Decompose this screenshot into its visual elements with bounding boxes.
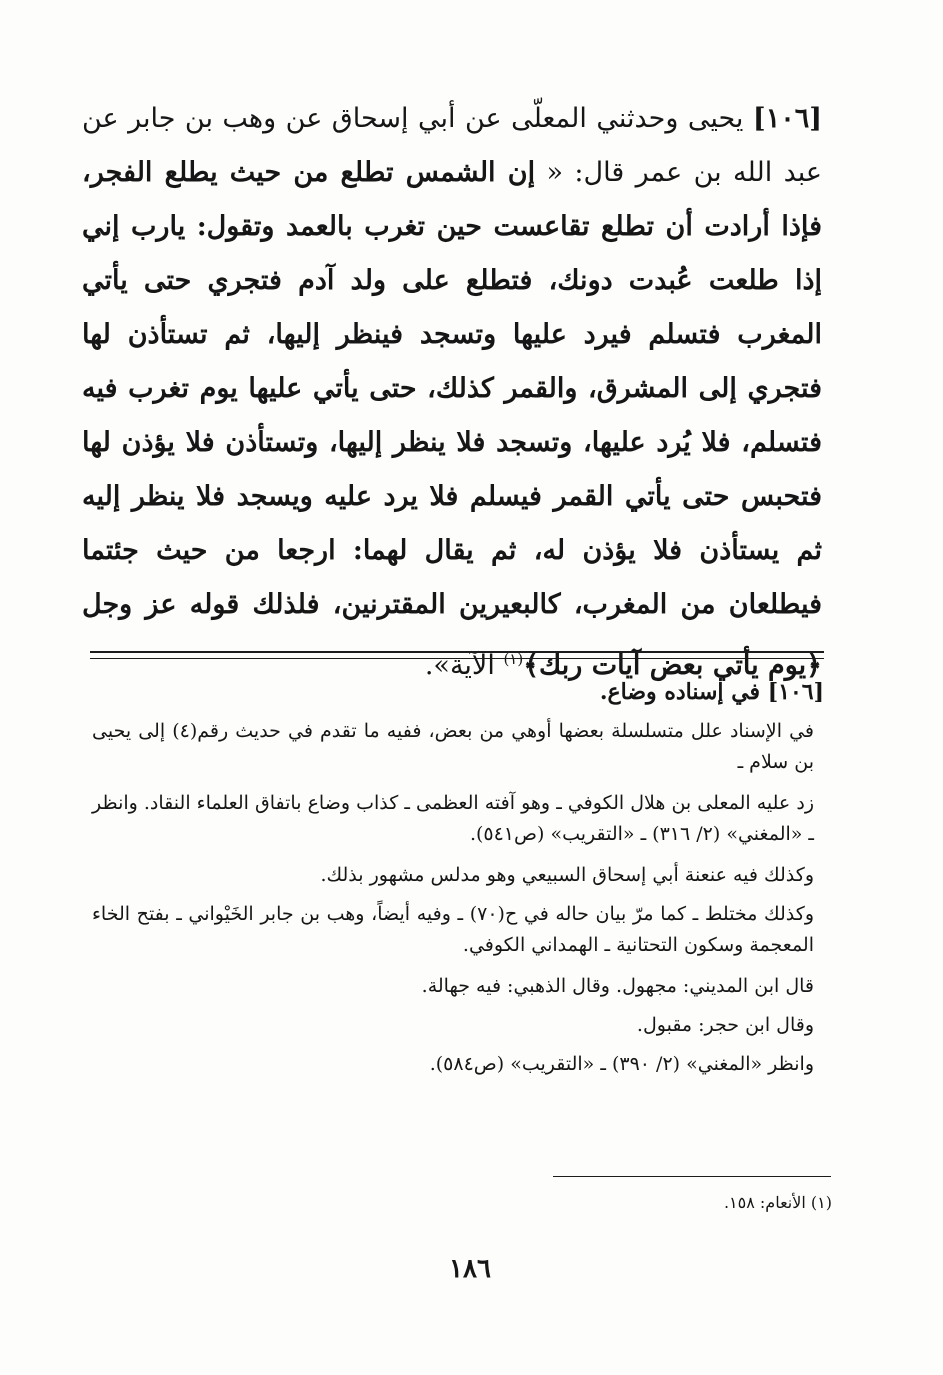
commentary-paragraph: زد عليه المعلى بن هلال الكوفي ـ وهو آفته العظمى ـ كذاب وضاع باتفاق العلماء النقاد. وانظر ـ «المغني» (٢/ ٣١٦) ـ «التقريب» (ص٥٤١).	[92, 792, 814, 845]
footnote-divider	[553, 1176, 831, 1177]
commentary-paragraph: في الإسناد علل متسلسلة بعضها أوهي من بعض، ففيه ما تقدم في حديث رقم(٤) إلى يحيى بن سلام ـ	[92, 720, 814, 773]
verse-closing: الآية».	[424, 650, 495, 681]
commentary-heading: [١٠٦] في إسناده وضاع.	[599, 679, 824, 705]
hadith-chain: يحيى وحدثني المعلّى عن أبي إسحاق عن وهب بن جابر عن عبد الله بن عمر قال:	[82, 103, 823, 188]
open-quote: «	[546, 157, 563, 188]
footnote-reference: (١)	[503, 650, 524, 668]
commentary-paragraph: وانظر «المغني» (٢/ ٣٩٠) ـ «التقريب» (ص٥٨٤).	[429, 1053, 814, 1075]
page-number: ١٨٦	[449, 1254, 491, 1284]
hadith-text	[82, 92, 822, 693]
commentary-section	[92, 674, 824, 1088]
hadith-number: [١٠٦]	[752, 103, 822, 134]
commentary-paragraph: وكذلك فيه عنعنة أبي إسحاق السبيعي وهو مدلس مشهور بذلك.	[320, 864, 814, 886]
commentary-paragraph: قال ابن المديني: مجهول. وقال الذهبي: فيه جهالة.	[421, 975, 814, 997]
footnote: (١) الأنعام: ١٥٨.	[723, 1193, 832, 1212]
hadith-matn: إن الشمس تطلع من حيث يطلع الفجر، فإذا أرادت أن تطلع تقاعست حين تغرب بالعمد وتقول: يارب إني إذا طلعت عُبدت دونك، فتطلع على ولد آدم فتجري حتى يأتي المغرب فتسلم فيرد عليها وتسجد فينظر إليها، ثم تستأذن لها فتجري إلى المشرق، والقمر كذلك، حتى يأتي عليها يوم تغرب فيه فتسلم، فلا يُرد عليها، وتسجد فلا ينظر إليها، وتستأذن فلا يؤذن لها فتحبس حتى يأتي القمر فيسلم فلا يرد عليه ويسجد فلا ينظر إليه ثم يستأذن فلا يؤذن له، ثم يقال لهما: ارجعا من حيث جئتما فيطلعان من المغرب، كالبعيرين المقترنين، فلذلك قوله عز وجل	[82, 157, 822, 620]
quranic-verse: ﴿يوم يأتي بعض آيات ربك﴾	[523, 650, 822, 681]
section-divider	[90, 651, 824, 653]
commentary-paragraph: وكذلك مختلط ـ كما مرّ بيان حاله في ح(٧٠) ـ وفيه أيضاً، وهب بن جابر الخَيْواني ـ بفتح الخاء المعجمة وسكون التحتانية ـ الهمداني الكوفي.	[92, 903, 814, 956]
commentary-paragraph: وقال ابن حجر: مقبول.	[636, 1014, 814, 1036]
